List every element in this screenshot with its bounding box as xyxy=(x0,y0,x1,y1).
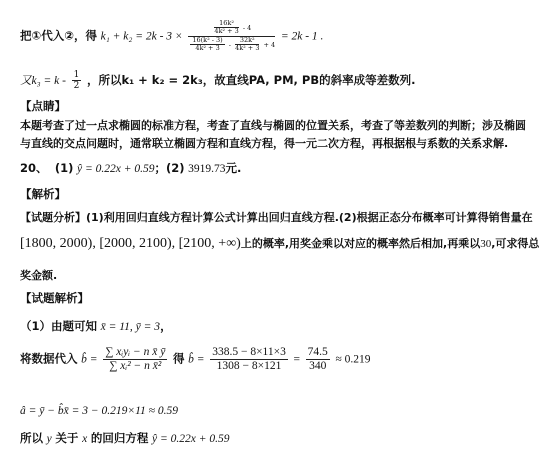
jiexi-header: 【解析】 xyxy=(20,187,66,201)
substitution-line xyxy=(20,20,323,53)
final-regression-equation: ŷ = 0.22x + 0.59 xyxy=(152,433,230,445)
q20-separator: ；(2) xyxy=(154,161,185,175)
slope-formula-denominator: ∑ xᵢ² − n x̄² xyxy=(109,360,162,373)
intercept-line: â = ȳ − b̂x̄ = 3 − 0.219×11 ≈ 0.59 xyxy=(20,405,178,417)
q20-part2-unit: 元. xyxy=(225,161,242,175)
slope-sum-lhs: k₁ + k₂ = 2k - 3 × xyxy=(100,30,183,43)
solution-line1-label: （1）由题可知 xyxy=(20,319,98,333)
analysis-line-1 xyxy=(20,210,533,226)
regression-slope-line: 将数据代入 b̂ = $\frac{\text{∑ xᵢyᵢ − n x̄ ȳ}}{\text{∑ xᵢ² − n x̄²}}$ 得 b̂ = $\frac{338.5 - 8\times 11\times 3}{1308 - 8\times 121}$ = $\frac{74.5}{340}$ ≈ 0.219 xyxy=(20,346,371,373)
mean-values: x̄ = 11, ȳ = 3 xyxy=(100,321,161,333)
half-fraction: $\frac{1}{2}$ xyxy=(73,70,80,92)
slope-calc-denominator: 1308 − 8×121 xyxy=(216,360,282,373)
q20-answer-line xyxy=(20,160,241,177)
q20-part1-label: (1) xyxy=(54,161,74,175)
slope-calc-numerator: 338.5 − 8×11×3 xyxy=(210,346,288,360)
analysis-text-1: (1)利用回归直线方程计算公式计算出回归直线方程.(2)根据正态分布概率可计算得销售量在 xyxy=(86,211,533,224)
analysis-text-4: 奖金额. xyxy=(20,269,58,282)
sales-intervals: [1800, 2000), [2000, 2100), [2100, +∞) xyxy=(20,236,241,251)
k3-expression: 又k₃ = k - xyxy=(20,74,66,87)
multiplier-thirty: 30 xyxy=(480,238,492,250)
q20-part2-value: 3919.73 xyxy=(188,163,226,175)
substitute-label: 将数据代入 xyxy=(20,351,78,366)
dianjing-body-2: 与直线的交点问题时，通常联立椭圆方程和直线方程，得一元二次方程，再根据根与系数的关系求解. xyxy=(20,137,509,150)
slope-value-numerator: 74.5 xyxy=(306,346,330,360)
bhat-symbol: b̂ = xyxy=(81,353,98,366)
big-fraction-numerator: $\frac{\text{16k²}}{\text{4k² + 3}}$ - 4 xyxy=(188,20,275,37)
slope-calc-fraction xyxy=(210,346,288,373)
big-fraction-denominator: $\frac{\text{16(k² - 3)}}{\text{4k² + 3}}$ - $\frac{\text{32k²}}{\text{4k² + 3}}$ + 4 xyxy=(192,35,276,53)
conclusion-line xyxy=(20,70,415,92)
analysis-text-2: 上的概率,用奖金乘以对应的概率然后相加,再乘以 xyxy=(240,237,481,250)
solution-line-1: （1）由题可知 x̄ = 11, ȳ = 3， xyxy=(20,319,172,333)
final-prefix: 所以 xyxy=(20,431,43,445)
dianjing-body-1: 本题考查了过一点求椭圆的标准方程，考查了直线与椭圆的位置关系，考查了等差数列的判断；涉及椭圆 xyxy=(20,119,526,132)
analysis-header: 【试题分析】 xyxy=(20,211,86,224)
final-equation-line: 所以 y 关于 x 的回归方程 ŷ = 0.22x + 0.59 xyxy=(20,431,230,445)
bhat-symbol-2: b̂ = xyxy=(188,353,205,366)
analysis-line-2 xyxy=(20,236,539,252)
analysis-text-3: ,可求得总 xyxy=(491,237,540,250)
big-fraction xyxy=(188,20,275,53)
de-word: 得 xyxy=(173,351,185,366)
slope-approx: ≈ 0.219 xyxy=(335,353,371,366)
q20-number: 20、 xyxy=(20,161,48,175)
solution-header: 【试题解析】 xyxy=(20,291,89,305)
slope-value-fraction xyxy=(306,346,330,373)
slope-value-denominator: 340 xyxy=(309,360,327,373)
q20-part1-equation: ŷ = 0.22x + 0.59 xyxy=(77,163,155,175)
substitution-prefix: 把①代入②，得 xyxy=(20,28,97,43)
dianjing-header: 【点睛】 xyxy=(20,99,66,113)
substitution-result: = 2k - 1 . xyxy=(280,30,324,43)
slope-formula-numerator: ∑ xᵢyᵢ − n x̄ ȳ xyxy=(103,346,167,360)
conclusion-text: ，所以k₁ + k₂ = 2k₃，故直线PA, PM, PB的斜率成等差数列. xyxy=(86,72,416,87)
slope-formula-fraction xyxy=(103,346,167,373)
